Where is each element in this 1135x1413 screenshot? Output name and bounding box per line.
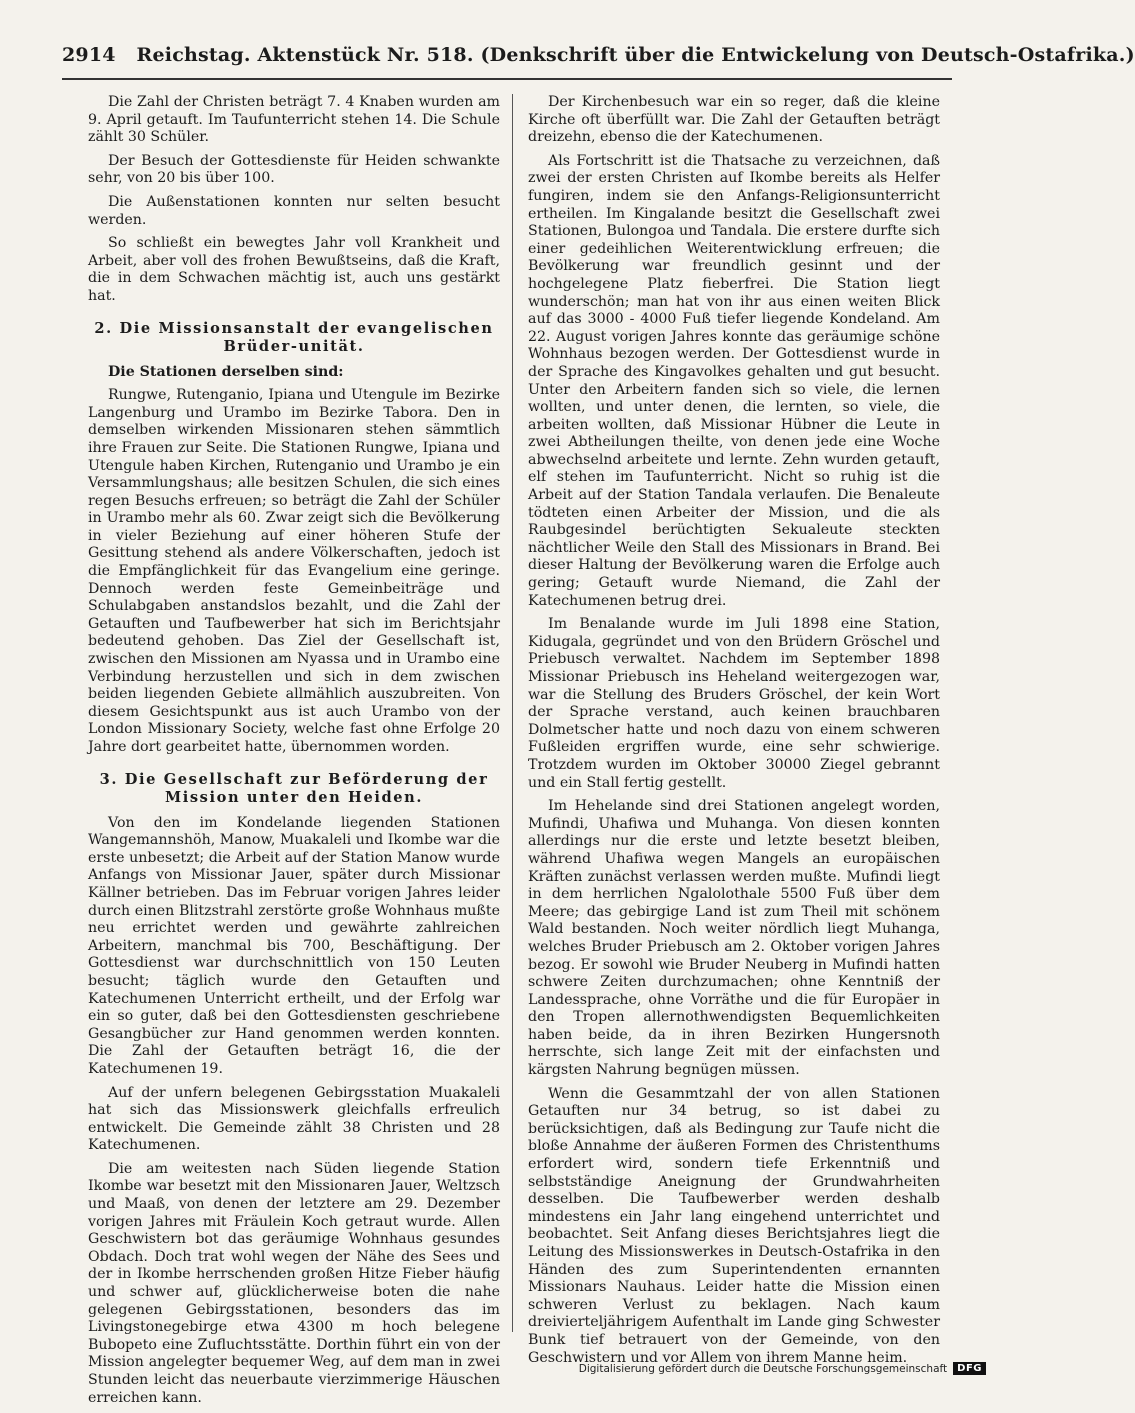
paragraph: Der Besuch der Gottesdienste für Heiden schwankte sehr, von 20 bis über 100. (88, 152, 500, 187)
section-subheading: Die Stationen derselben sind: (108, 363, 344, 380)
paragraph: Die Zahl der Christen beträgt 7. 4 Knaben wurden am 9. April getauft. Im Taufunterricht stehen 14. Die Schule zählt 30 Schüler. (88, 94, 500, 146)
header-rule (62, 78, 952, 80)
paragraph: Als Fortschritt ist die Thatsache zu verzeichnen, daß zwei der ersten Christen auf Ikombe bereits als Helfer fungiren, indem sie den Anfangs-Religionsunterricht ertheilen. Im Kingalande besitzt die Gesellschaft zwei Stationen, Bulongoa und Tandala. Die erstere durfte sich einer gedeihlichen Weiterentwicklung erfreuen; die Bevölkerung war freundlich gesinnt und der hochgelegene Platz fieberfrei. Die Station liegt wunderschön; man hat von ihr aus einen weiten Blick auf das 3000 - 4000 Fuß tiefer liegende Kondeland. Am 22. August vorigen Jahres konnte das geräumige schöne Wohnhaus bezogen werden. Der Gottesdienst wurde in der Sprache des Kingavolkes gehalten und gut besucht. Unter den Arbeitern fanden sich so viele, die lernen wollten, und unter denen, die lernten, so viele, die arbeiten wollten, daß Missionar Hübner die Leute in zwei Abtheilungen theilte, von denen jede eine Woche abwechselnd arbeitete und lernte. Zehn wurden getauft, elf stehen im Taufunterricht. Nicht so ruhig ist die Arbeit auf der Station Tandala verlaufen. Die Benaleute tödteten einen Arbeiter der Mission, und die als Raubgesindel berüchtigten Sekualeute steckten nächtlicher Weile den Stall des Missionars in Brand. Bei dieser Haltung der Bevölkerung waren die Erfolge auch gering; Getauft wurde Niemand, die Zahl der Katechumenen betrug drei. (528, 152, 940, 609)
section-heading: 3. Die Gesellschaft zur Beförderung der Mission unter den Heiden. (99, 770, 489, 806)
paragraph: So schließt ein bewegtes Jahr voll Krankheit und Arbeit, aber voll des frohen Bewußtseins, daß die Kraft, die in dem Schwachen mächtig ist, auch uns gestärkt hat. (88, 235, 500, 304)
paragraph: Von den im Kondelande liegenden Stationen Wangemannshöh, Manow, Muakaleli und Ikombe war die erste unbesetzt; die Arbeit auf der Station Manow wurde Anfangs von Missionar Jauer, später durch Missionar Källner betrieben. Das im Februar vorigen Jahres leider durch einen Blitzstrahl zerstörte große Wohnhaus mußte neu errichtet werden und gewährte zahlreichen Arbeitern, manchmal bis 700, Beschäftigung. Der Gottesdienst war durchschnittlich von 150 Leuten besucht; täglich wurde den Getauften und Katechumenen Unterricht ertheilt, und der Erfolg war ein so guter, daß bei den Gottesdiensten geschriebene Gesangbücher zur Hand genommen werden konnten. Die Zahl der Getauften beträgt 16, die der Katechumenen 19. (88, 814, 500, 1077)
paragraph: Der Kirchenbesuch war ein so reger, daß die kleine Kirche oft überfüllt war. Die Zahl der Getauften beträgt dreizehn, ebenso die der Katechumenen. (528, 94, 940, 146)
left-column (88, 94, 500, 1413)
page-title: Reichstag. Aktenstück Nr. 518. (Denkschrift über die Entwickelung von Deutsch-Ostafrika.) (136, 44, 1135, 66)
page-header (62, 44, 1135, 66)
paragraph: Die am weitesten nach Süden liegende Station Ikombe war besetzt mit den Missionaren Jauer, Weltzsch und Maaß, von denen der letztere am 29. Dezember vorigen Jahres mit Fräulein Koch getraut wurde. Allen Geschwistern bot das geräumige Wohnhaus gesundes Obdach. Doch trat wohl wegen der Nähe des Sees und der in Ikombe herrschenden großen Hitze Fieber häufig und schwer auf, glücklicherweise boten die nahe gelegenen Gebirgsstationen, besonders das im Livingstonegebirge etwa 4300 m hoch belegene Bubopeto eine Zufluchtsstätte. Dorthin führt ein von der Mission angelegter bequemer Weg, auf dem man in zwei Stunden leicht das neuerbaute vierzimmerige Häuschen erreichen kann. (88, 1160, 500, 1406)
paragraph: Im Hehelande sind drei Stationen angelegt worden, Mufindi, Uhafiwa und Muhanga. Von diesen konnten allerdings nur die erste und letzte besetzt bleiben, während Uhafiwa wegen Mangels an europäischen Kräften zunächst verlassen werden mußte. Mufindi liegt in dem herrlichen Ngalolothale 5500 Fuß über dem Meere; das gebirgige Land ist zum Theil mit schönem Wald bestanden. Noch weiter nördlich liegt Muhanga, welches Bruder Priebusch am 2. Oktober vorigen Jahres bezog. Er sowohl wie Bruder Neuberg in Mufindi hatten schwere Zeiten durchzumachen; ohne Kenntniß der Landessprache, ohne Vorräthe und die für Europäer in den Tropen allernothwendigsten Bequemlichkeiten haben beide, da in ihren Bezirken Hungersnoth herrschte, sich lange Zeit mit der einfachsten und kärgsten Nahrung begnügen müssen. (528, 798, 940, 1079)
right-column (528, 94, 940, 1373)
paragraph: Wenn die Gesammtzahl der von allen Stationen Getauften nur 34 betrug, so ist dabei zu berücksichtigen, daß als Bedingung zur Taufe nicht die bloße Annahme der äußeren Formen des Christenthums erfordert wird, sondern tiefe Erkenntniß und selbstständige Aneignung der Grundwahrheiten desselben. Die Taufbewerber werden deshalb mindestens ein Jahr lang eingehend unterrichtet und beobachtet. Seit Anfang dieses Berichtsjahres liegt die Leitung des Missionswerkes in Deutsch-Ostafrika in den Händen des zum Superintendenten ernannten Missionars Nauhaus. Leider hatte die Mission einen schweren Verlust zu beklagen. Nach kaum dreivierteljährigem Aufenthalt im Lande ging Schwester Bunk tief betrauert von der Gemeinde, von den Geschwistern und vor Allem von ihrem Manne heim. (528, 1085, 940, 1366)
page-number: 2914 (62, 44, 116, 66)
footer-text: Digitalisierung gefördert durch die Deutsche Forschungsgemeinschaft (578, 1362, 948, 1375)
section-heading: 2. Die Missionsanstalt der evangelischen Brüder-unität. (94, 319, 494, 355)
paragraph: Auf der unfern belegenen Gebirgsstation Muakaleli hat sich das Missionswerk gleichfalls erfreulich entwickelt. Die Gemeinde zählt 38 Christen und 28 Katechumenen. (88, 1084, 500, 1154)
paragraph: Im Benalande wurde im Juli 1898 eine Station, Kidugala, gegründet und von den Brüdern Gröschel und Priebusch verwaltet. Nachdem im September 1898 Missionar Priebusch ins Heheland weitergezogen war, war die Stellung des Bruders Gröschel, der kein Wort der Sprache verstand, auch keinen brauchbaren Dolmetscher hatte und noch dazu von einem schweren Fußleiden ergriffen wurde, eine sehr schwierige. Trotzdem wurden im Oktober 30000 Ziegel gebrannt und ein Stall fertig gestellt. (528, 616, 940, 791)
dfg-logo: DFG (953, 1362, 986, 1375)
paragraph: Rungwe, Rutenganio, Ipiana und Utengule im Bezirke Langenburg und Urambo im Bezirke Tabora. Den in demselben wirkenden Missionaren stehen sämmtlich ihre Frauen zur Seite. Die Stationen Rungwe, Ipiana und Utengule haben Kirchen, Rutenganio und Urambo je ein Versammlungshaus; alle besitzen Schulen, die sich eines regen Besuchs erfreuen; so beträgt die Zahl der Schüler in Urambo mehr als 60. Zwar zeigt sich die Bevölkerung in vieler Beziehung auf einer höheren Stufe der Gesittung stehend als andere Völkerschaften, jedoch ist die Empfänglichkeit für das Evangelium eine geringe. Dennoch werden feste Gemeinbeiträge und Schulabgaben anstandslos bezahlt, und die Zahl der Getauften und Taufbewerber hat sich im Berichtsjahr bedeutend gehoben. Das Ziel der Gesellschaft ist, zwischen den Missionen am Nyassa und in Urambo eine Verbindung herzustellen und sich in dem zwischen beiden liegenden Gebiete allmählich auszubreiten. Von diesem Gesichtspunkt aus ist auch Urambo von der London Missionary Society, welche fast ohne Erfolge 20 Jahre dort gearbeitet hatte, übernommen worden. (88, 387, 500, 755)
paragraph: Die Außenstationen konnten nur selten besucht werden. (88, 193, 500, 228)
column-divider (512, 94, 513, 1332)
digitization-footer (579, 1362, 986, 1375)
